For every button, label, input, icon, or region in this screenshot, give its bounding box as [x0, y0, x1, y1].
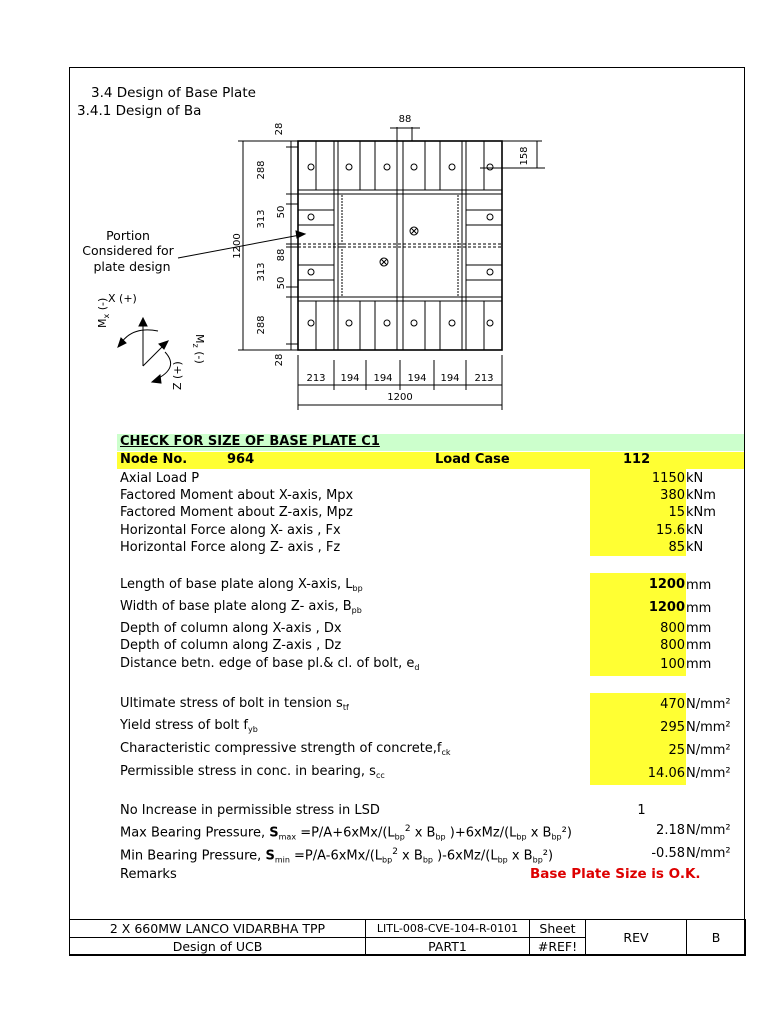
lsd-label: No Increase in permissible stress in LSD [120, 803, 380, 818]
min-bearing-unit: N/mm² [686, 846, 731, 861]
note-line-3: plate design [93, 259, 171, 274]
dim-bottom-4: 194 [440, 373, 460, 384]
axis-mx-label: $M_x$ (-) [96, 297, 111, 328]
mat-label-fck: Characteristic compressive strength of $concrete,f_{ck}$ [120, 741, 451, 757]
mat-label-fyb: Yield stress of bolt $f_{yb}$ [120, 718, 258, 734]
geom-value-length: 1200 [648, 577, 685, 592]
check-title: CHECK FOR SIZE OF BASE PLATE C1 [120, 434, 380, 449]
lsd-value: 1 [637, 803, 646, 818]
sheet-value: #REF! [530, 938, 586, 956]
geom-label-width: Width of base plate along Z- axis, $B_{pb}$ [120, 599, 362, 615]
load-case-label: Load Case [435, 452, 510, 467]
geom-value-dz: 800 [660, 638, 685, 653]
document-number: LITL-008-CVE-104-R-0101 [366, 920, 530, 938]
load-label-fx: Horizontal Force along X- axis , Fx [120, 523, 341, 538]
dim-bottom-2: 194 [373, 373, 393, 384]
node-value: 964 [227, 452, 255, 467]
load-value-mpz: 15 [668, 505, 685, 520]
geom-unit-length: mm [686, 578, 712, 593]
geom-value-dx: 800 [660, 621, 685, 636]
dim-158: 158 [519, 146, 530, 166]
dim-left-4: 88 [276, 248, 287, 262]
base-plate-drawing [70, 110, 550, 420]
geom-label-length: Length of base plate along X-axis, $L_{bp}$ [120, 577, 363, 593]
base-plate-outline [298, 141, 502, 350]
load-unit-mpz: kNm [686, 505, 716, 520]
node-label: Node No. [120, 452, 188, 467]
dim-bottom-1: 194 [340, 373, 360, 384]
mat-value-stf: 470 [660, 697, 685, 712]
remarks-label: Remarks [120, 867, 177, 882]
dim-left-5: 313 [256, 262, 267, 282]
title-block [69, 919, 746, 956]
dim-88: 88 [398, 114, 412, 125]
load-label-mpx: Factored Moment about X-axis, Mpx [120, 488, 354, 503]
dim-left-7: 288 [256, 315, 267, 335]
mat-value-fck: 25 [668, 743, 685, 758]
geom-value-edge: 100 [660, 657, 685, 672]
sheet-label: Sheet [530, 920, 586, 938]
load-value-axial: 1150 [651, 471, 685, 486]
dim-overall-h: 1200 [387, 392, 413, 403]
load-value-fz: 85 [668, 540, 685, 555]
subsection-heading: 3.4.1 Design of Ba [77, 103, 202, 119]
dim-left-2: 50 [276, 205, 287, 219]
load-unit-axial: kN [686, 471, 704, 486]
dim-left-0: 28 [274, 122, 285, 136]
geom-unit-dx: mm [686, 621, 712, 636]
geom-unit-width: mm [686, 601, 712, 616]
geom-unit-dz: mm [686, 638, 712, 653]
axis-x-label: X (+) [108, 292, 137, 305]
part-label: PART1 [366, 938, 530, 956]
section-heading: 3.4 Design of Base Plate [91, 85, 256, 101]
load-value-mpx: 380 [660, 488, 685, 503]
dim-left-3: 313 [256, 209, 267, 229]
geom-label-edge: Distance betn. edge of base pl.& cl. of bolt, $e_d$ [120, 656, 420, 672]
dim-left-1: 288 [256, 160, 267, 180]
axis-z-label: Z (+) [171, 361, 184, 390]
dim-bottom-0: 213 [306, 373, 326, 384]
max-bearing-value: 2.18 [656, 823, 685, 838]
max-bearing-unit: N/mm² [686, 823, 731, 838]
load-label-mpz: Factored Moment about Z-axis, Mpz [120, 505, 353, 520]
dim-bottom-3: 194 [407, 373, 427, 384]
note-line-2: Considered for [82, 243, 174, 258]
mat-unit-stf: N/mm² [686, 697, 731, 712]
mat-label-stf: Ultimate stress of bolt in tension $s_{tf}$ [120, 696, 349, 712]
mat-value-fyb: 295 [660, 720, 685, 735]
mat-unit-fck: N/mm² [686, 743, 731, 758]
dim-left-8: 28 [274, 353, 285, 367]
note-line-1: Portion [106, 228, 150, 243]
geom-value-width: 1200 [648, 600, 685, 615]
dim-bottom-5: 213 [474, 373, 494, 384]
load-value-fx: 15.6 [656, 523, 685, 538]
load-label-fz: Horizontal Force along Z- axis , Fz [120, 540, 341, 555]
dim-overall-v: 1200 [232, 233, 243, 259]
rev-value: B [687, 920, 746, 956]
project-name: 2 X 660MW LANCO VIDARBHA TPP [70, 920, 366, 938]
geom-label-dz: Depth of column along Z-axis , Dz [120, 638, 342, 653]
geom-label-dx: Depth of column along X-axis , Dx [120, 621, 342, 636]
mat-unit-fyb: N/mm² [686, 720, 731, 735]
remarks-value: Base Plate Size is O.K. [530, 866, 701, 882]
load-case-value: 112 [623, 452, 651, 467]
min-bearing-value: -0.58 [651, 846, 685, 861]
axis-mz-label: $M_z$ (-) [191, 334, 206, 364]
mat-value-scc: 14.06 [647, 766, 685, 781]
design-title: Design of UCB [70, 938, 366, 956]
load-unit-mpx: kNm [686, 488, 716, 503]
dim-left-6: 50 [276, 276, 287, 290]
max-bearing-label: Max Bearing Pressure, $S_{max} =P/A+6xMx/(L_{bp}^2$ x $B_{bp}$ )$+6xMz/(L_{bp}$ x $B_{bp}^2$) [120, 824, 572, 842]
min-bearing-label: Min Bearing Pressure, $S_{min} =P/A-6xMx/(L_{bp}^2$ x $B_{bp}$ )$-6xMz/(L_{bp}$ x $B_{bp}^2$) [120, 847, 554, 865]
geom-unit-edge: mm [686, 657, 712, 672]
mat-label-scc: Permissible stress in conc. in bearing, $s_{cc}$ [120, 764, 385, 780]
load-label-axial: Axial Load P [120, 471, 200, 486]
load-unit-fz: kN [686, 540, 704, 555]
mat-unit-scc: N/mm² [686, 766, 731, 781]
rev-label: REV [586, 920, 687, 956]
load-unit-fx: kN [686, 523, 704, 538]
